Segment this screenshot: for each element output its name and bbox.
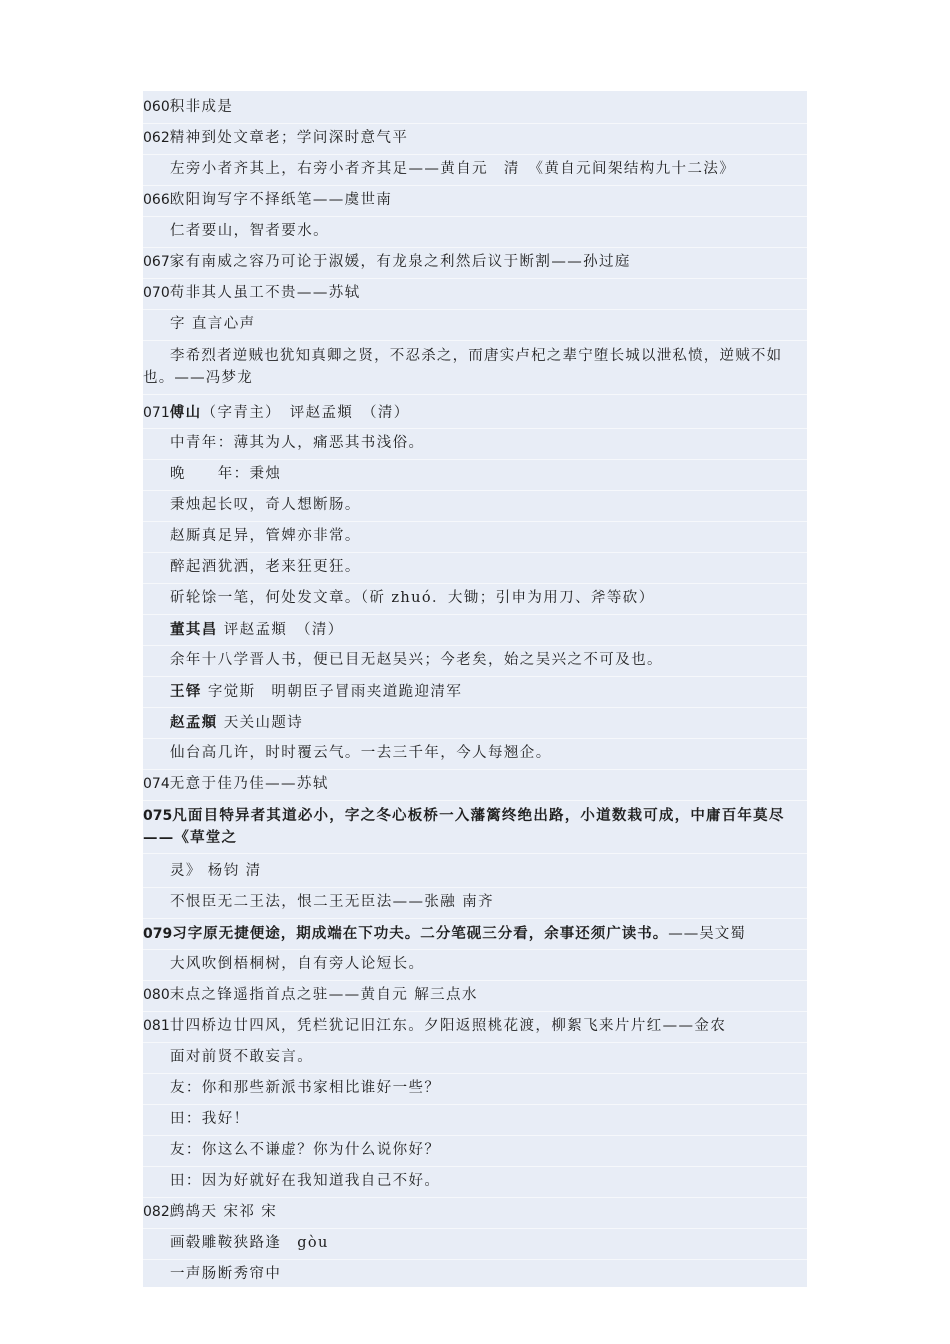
indented-line: [143, 221, 807, 242]
indented-line: [143, 526, 807, 547]
entry-line: [143, 128, 807, 149]
line-text: 田：我好！: [170, 1111, 250, 1127]
person-name: 赵孟頫: [170, 714, 218, 731]
line-text: 字 直言心声: [170, 316, 256, 332]
entry-line: [143, 805, 807, 849]
entry-line: [143, 923, 807, 945]
entry-number: 062: [143, 130, 170, 146]
indented-line: [143, 1047, 807, 1068]
entry-text: 欧阳询写字不择纸笔——虞世南: [169, 192, 393, 208]
entry-number: 082: [143, 1204, 170, 1220]
indented-line: [143, 557, 807, 578]
indented-line: [143, 1109, 807, 1130]
entry-line: [143, 1202, 807, 1223]
entry-line: [143, 985, 807, 1006]
indented-line: [143, 159, 807, 180]
entry-text: 苟非其人虽工不贵——苏轼: [169, 285, 361, 301]
entry-text: 廿四桥边廿四风，凭栏犹记旧江东。夕阳返照桃花渡，柳絮飞来片片红——金农: [169, 1018, 727, 1034]
entry-text: ——吴文蜀: [668, 926, 746, 942]
line-text: 李希烈者逆贼也犹知真卿之贤，不忍杀之，而唐实卢杞之辈宁堕长城以泄私愤，逆贼不如也。——冯梦龙: [143, 348, 783, 386]
line-text: 余年十八学晋人书，便已目无赵吴兴；今老矣，始之吴兴之不可及也。: [170, 652, 663, 668]
entry-number: 060: [143, 99, 170, 115]
entry-line: [143, 402, 807, 424]
person-name: 董其昌: [170, 621, 218, 638]
entry-line: [143, 97, 807, 118]
line-text: 面对前贤不敢妄言。: [170, 1049, 314, 1065]
entry-number: 075: [143, 808, 173, 824]
entry-line: [143, 252, 807, 273]
entry-number: 067: [143, 254, 170, 270]
line-text: 评赵孟頫 （清）: [217, 622, 344, 638]
entry-line: [143, 283, 807, 304]
entry-number: 066: [143, 192, 170, 208]
entry-line: [143, 1016, 807, 1037]
line-text: 不恨臣无二王法，恨二王无臣法——张融 南齐: [170, 894, 495, 910]
entry-text: 家有南威之容乃可论于淑媛，有龙泉之利然后议于断割——孙过庭: [169, 254, 631, 270]
entry-bold-text: 习字原无捷便途，期成端在下功夫。二分笔砚三分看，余事还须广读书。: [172, 925, 669, 942]
indented-line: [143, 954, 807, 975]
entry-line: [143, 774, 807, 795]
entry-number: 074: [143, 776, 170, 792]
entry-number: 071: [143, 405, 170, 421]
indented-line: [143, 588, 807, 609]
indented-line: [143, 1140, 807, 1161]
line-text: 友：你和那些新派书家相比谁好一些？: [170, 1080, 441, 1096]
line-text: 斫轮馀一笔，何处发文章。（斫 zhuó．大锄；引申为用刀、斧等砍）: [170, 590, 655, 606]
line-text: 画毂雕鞍狭路逢 gòu: [170, 1235, 329, 1251]
line-text: 大风吹倒梧桐树，自有旁人论短长。: [170, 956, 425, 972]
entry-text: 无意于佳乃佳——苏轼: [169, 776, 329, 792]
line-text: 赵厮真足异，管婢亦非常。: [170, 528, 361, 544]
entry-text: 末点之锋遥指首点之驻——黄自元 解三点水: [169, 987, 478, 1003]
indented-line: [143, 861, 807, 882]
line-text: 晚 年：秉烛: [170, 466, 282, 482]
person-name: 王铎: [170, 683, 202, 700]
indented-line: [143, 619, 807, 641]
line-text: 仁者要山，智者要水。: [170, 223, 329, 239]
line-text: 中青年：薄其为人，痛恶其书浅俗。: [170, 435, 425, 451]
entry-name: 傅山: [169, 404, 202, 421]
indented-line: [143, 1078, 807, 1099]
line-text: 天关山题诗: [217, 715, 304, 731]
document-page: [143, 91, 807, 1287]
entry-text: 凡面目特异者其道必小，字之冬心板桥一入藩篱终绝出路，小道数栽可成，中庸百年莫尽——《草堂之: [143, 807, 785, 846]
line-text: 田：因为好就好在我知道我自己不好。: [170, 1173, 441, 1189]
line-text: 秉烛起长叹，奇人想断肠。: [170, 497, 361, 513]
indented-line: [143, 464, 807, 485]
line-text: 醉起酒犹洒，老来狂更狂。: [170, 559, 361, 575]
entry-number: 081: [143, 1018, 170, 1034]
entry-text: （字青主） 评赵孟頫 （清）: [201, 405, 410, 421]
entry-line: [143, 190, 807, 211]
indented-line: [143, 1171, 807, 1192]
entry-number: 079: [143, 926, 173, 942]
indented-line: [143, 495, 807, 516]
line-text: 友：你这么不谦虚？你为什么说你好？: [170, 1142, 441, 1158]
indented-line: [143, 433, 807, 454]
indented-line: [143, 650, 807, 671]
indented-line: [143, 743, 807, 764]
line-text: 仙台高几许，时时覆云气。一去三千年，今人每翘企。: [170, 745, 552, 761]
entry-number: 070: [143, 285, 170, 301]
entry-text: 积非成是: [169, 99, 234, 115]
entry-text: 精神到处文章老；学问深时意气平: [169, 130, 409, 146]
indented-line: [143, 892, 807, 913]
indented-line: [143, 712, 807, 734]
indented-line: [143, 1264, 807, 1285]
entry-text: 鹧鸪天 宋祁 宋: [169, 1204, 278, 1220]
line-text: 一声肠断秀帘中: [170, 1266, 282, 1282]
line-text: 字觉斯 明朝臣子冒雨夹道跪迎清军: [201, 684, 463, 700]
line-text: 灵》 杨钧 清: [170, 863, 262, 879]
indented-line: [143, 681, 807, 703]
wrapped-paragraph: [143, 345, 807, 389]
indented-line: [143, 314, 807, 335]
line-text: 左旁小者齐其上，右旁小者齐其足——黄自元 清 《黄自元间架结构九十二法》: [170, 161, 736, 177]
entry-number: 080: [143, 987, 170, 1003]
indented-line: [143, 1233, 807, 1254]
